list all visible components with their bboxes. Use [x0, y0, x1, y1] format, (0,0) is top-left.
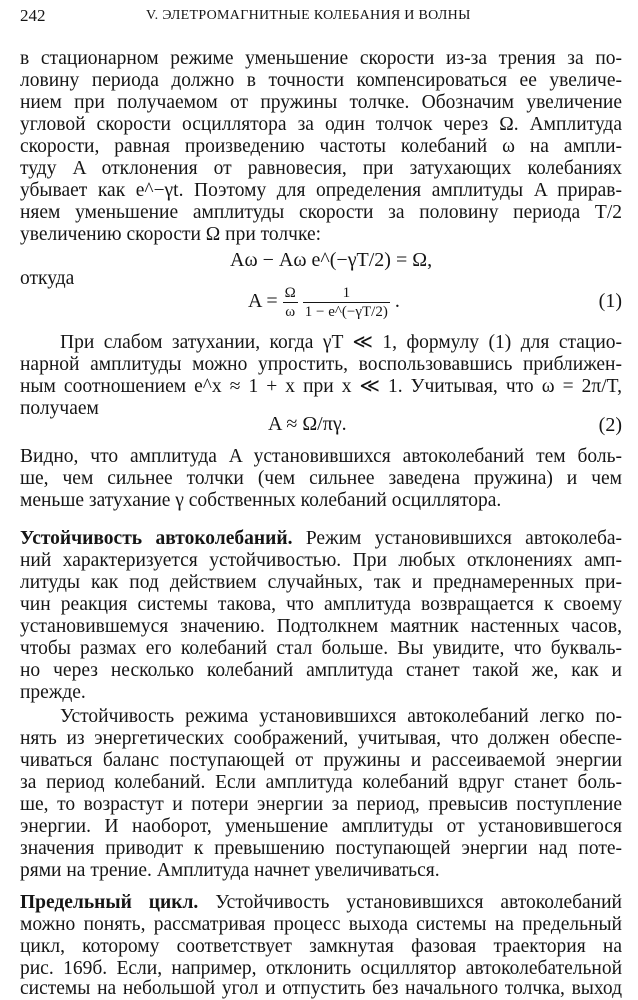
text-line: энергии. И наоборот, уменьшение амплитуды от установившегося	[20, 816, 622, 837]
text-line: ше, то возрастут и потери энергии за период, превысив поступление	[20, 794, 622, 815]
chapter-title: V. ЭЛЕТРОМАГНИТНЫЕ КОЛЕБАНИЯ И ВОЛНЫ	[146, 8, 471, 23]
text-line: нием при получаемом от пружины толчке. Обозначим увеличение	[20, 92, 622, 113]
text-line: но через несколько колебаний амплитуда станет такой же, как и	[20, 660, 622, 681]
text-line: увеличению скорости Ω при толчке:	[20, 224, 322, 245]
fraction-denominator: 1 − e^(−γT/2)	[304, 304, 388, 320]
fraction-numerator: 1	[303, 284, 390, 303]
section-first-line	[20, 528, 622, 550]
text-line: ше, чем сильнее толчки (чем сильнее заведена пружина) и чем	[20, 468, 622, 489]
text-line: туду A отклонения от равновесия, при затухающих колебаниях	[20, 158, 622, 179]
text-line: ний характеризуется устойчивостью. При любых отклонениях амп-	[20, 550, 622, 571]
text-line: литуды как под действием случайных, так и преднамеренных при-	[20, 572, 622, 593]
text-line: чиваться баланс поступающей от пружины и рассеиваемой энергии	[20, 750, 622, 771]
text-line: за период колебаний. Если амплитуда колебаний вдруг станет боль-	[20, 772, 622, 793]
equation-2-number: (2)	[598, 414, 622, 436]
text-line: значения приводит к превышению поступающей энергии над поте-	[20, 838, 622, 859]
equation-0: Aω − Aω e^(−γT/2) = Ω,	[230, 249, 433, 271]
text-line: рями на трение. Амплитуда начнет увеличиваться.	[20, 860, 440, 881]
fraction-damping	[303, 284, 390, 321]
text-line: чин реакция системы такова, что амплитуда возвращается к своему	[20, 594, 622, 615]
equation-1-end: .	[394, 290, 400, 313]
page-number: 242	[20, 6, 46, 25]
text-line: меньше затухание γ собственных колебаний осциллятора.	[20, 490, 502, 511]
text-line: получаем	[20, 398, 99, 419]
text-line: ловину периода должно в точности компенсироваться ее увеличе-	[20, 70, 622, 91]
text-line-otkuda: откуда	[20, 268, 75, 289]
fraction-omega	[283, 284, 298, 321]
fraction-denominator: ω	[285, 304, 296, 320]
text-line: установившемуся значению. Подтолкнем маятник настенных часов,	[20, 616, 622, 637]
section-first-line	[20, 892, 622, 914]
text-line: скорости, равная произведению частоты колебаний ω на ампли-	[20, 136, 622, 157]
text-line: угловой скорости осциллятора за один толчок через Ω. Амплитуда	[20, 114, 622, 135]
text-line: убывает как e^−γt. Поэтому для определения амплитуды A прирав-	[20, 180, 622, 201]
text-line: При слабом затухании, когда γT ≪ 1, формулу (1) для стацио-	[60, 332, 622, 353]
equation-1-lhs: A =	[248, 290, 278, 313]
section-first-line-rest: Устойчивость установившихся автоколебаний	[198, 892, 622, 913]
text-line: Устойчивость режима установившихся автоколебаний легко по-	[60, 706, 622, 727]
text-line: цикл, которому соответствует замкнутая фазовая траектория на	[20, 936, 622, 957]
equation-1-number: (1)	[598, 290, 622, 312]
section-first-line-rest: Режим установившихся автоколеба-	[292, 528, 623, 549]
section-heading-limit-cycle: Предельный цикл.	[20, 892, 199, 913]
text-line: системы на небольшой угол и отпустить без начального толчка, выход	[20, 978, 622, 999]
section-heading-stability: Устойчивость автоколебаний.	[20, 528, 293, 549]
running-header	[20, 6, 622, 28]
text-line: прежде.	[20, 682, 86, 703]
text-line: в стационарном режиме уменьшение скорости из-за трения за по-	[20, 48, 622, 69]
text-line: нять из энергетических соображений, учитывая, что должен обеспе-	[20, 728, 622, 749]
text-line: ным соотношением e^x ≈ 1 + x при x ≪ 1. Учитывая, что ω = 2π/T,	[20, 376, 622, 397]
text-line: чтобы размах его колебаний стал больше. Вы увидите, что букваль-	[20, 638, 622, 659]
text-line: няем уменьшение амплитуды скорости за половину периода T/2	[20, 202, 622, 223]
equation-2: A ≈ Ω/πγ.	[268, 413, 347, 435]
text-line: Видно, что амплитуда A установившихся автоколебаний тем боль-	[20, 446, 622, 467]
equation-1	[248, 284, 400, 321]
text-line: рис. 169б. Если, например, отклонить осциллятор автоколебательной	[20, 958, 622, 979]
fraction-numerator: Ω	[284, 285, 296, 301]
text-line: нарной амплитуды можно упростить, воспользовавшись приближен-	[20, 354, 622, 375]
text-line: можно понять, рассматривая процесс выхода системы на предельный	[20, 914, 622, 935]
